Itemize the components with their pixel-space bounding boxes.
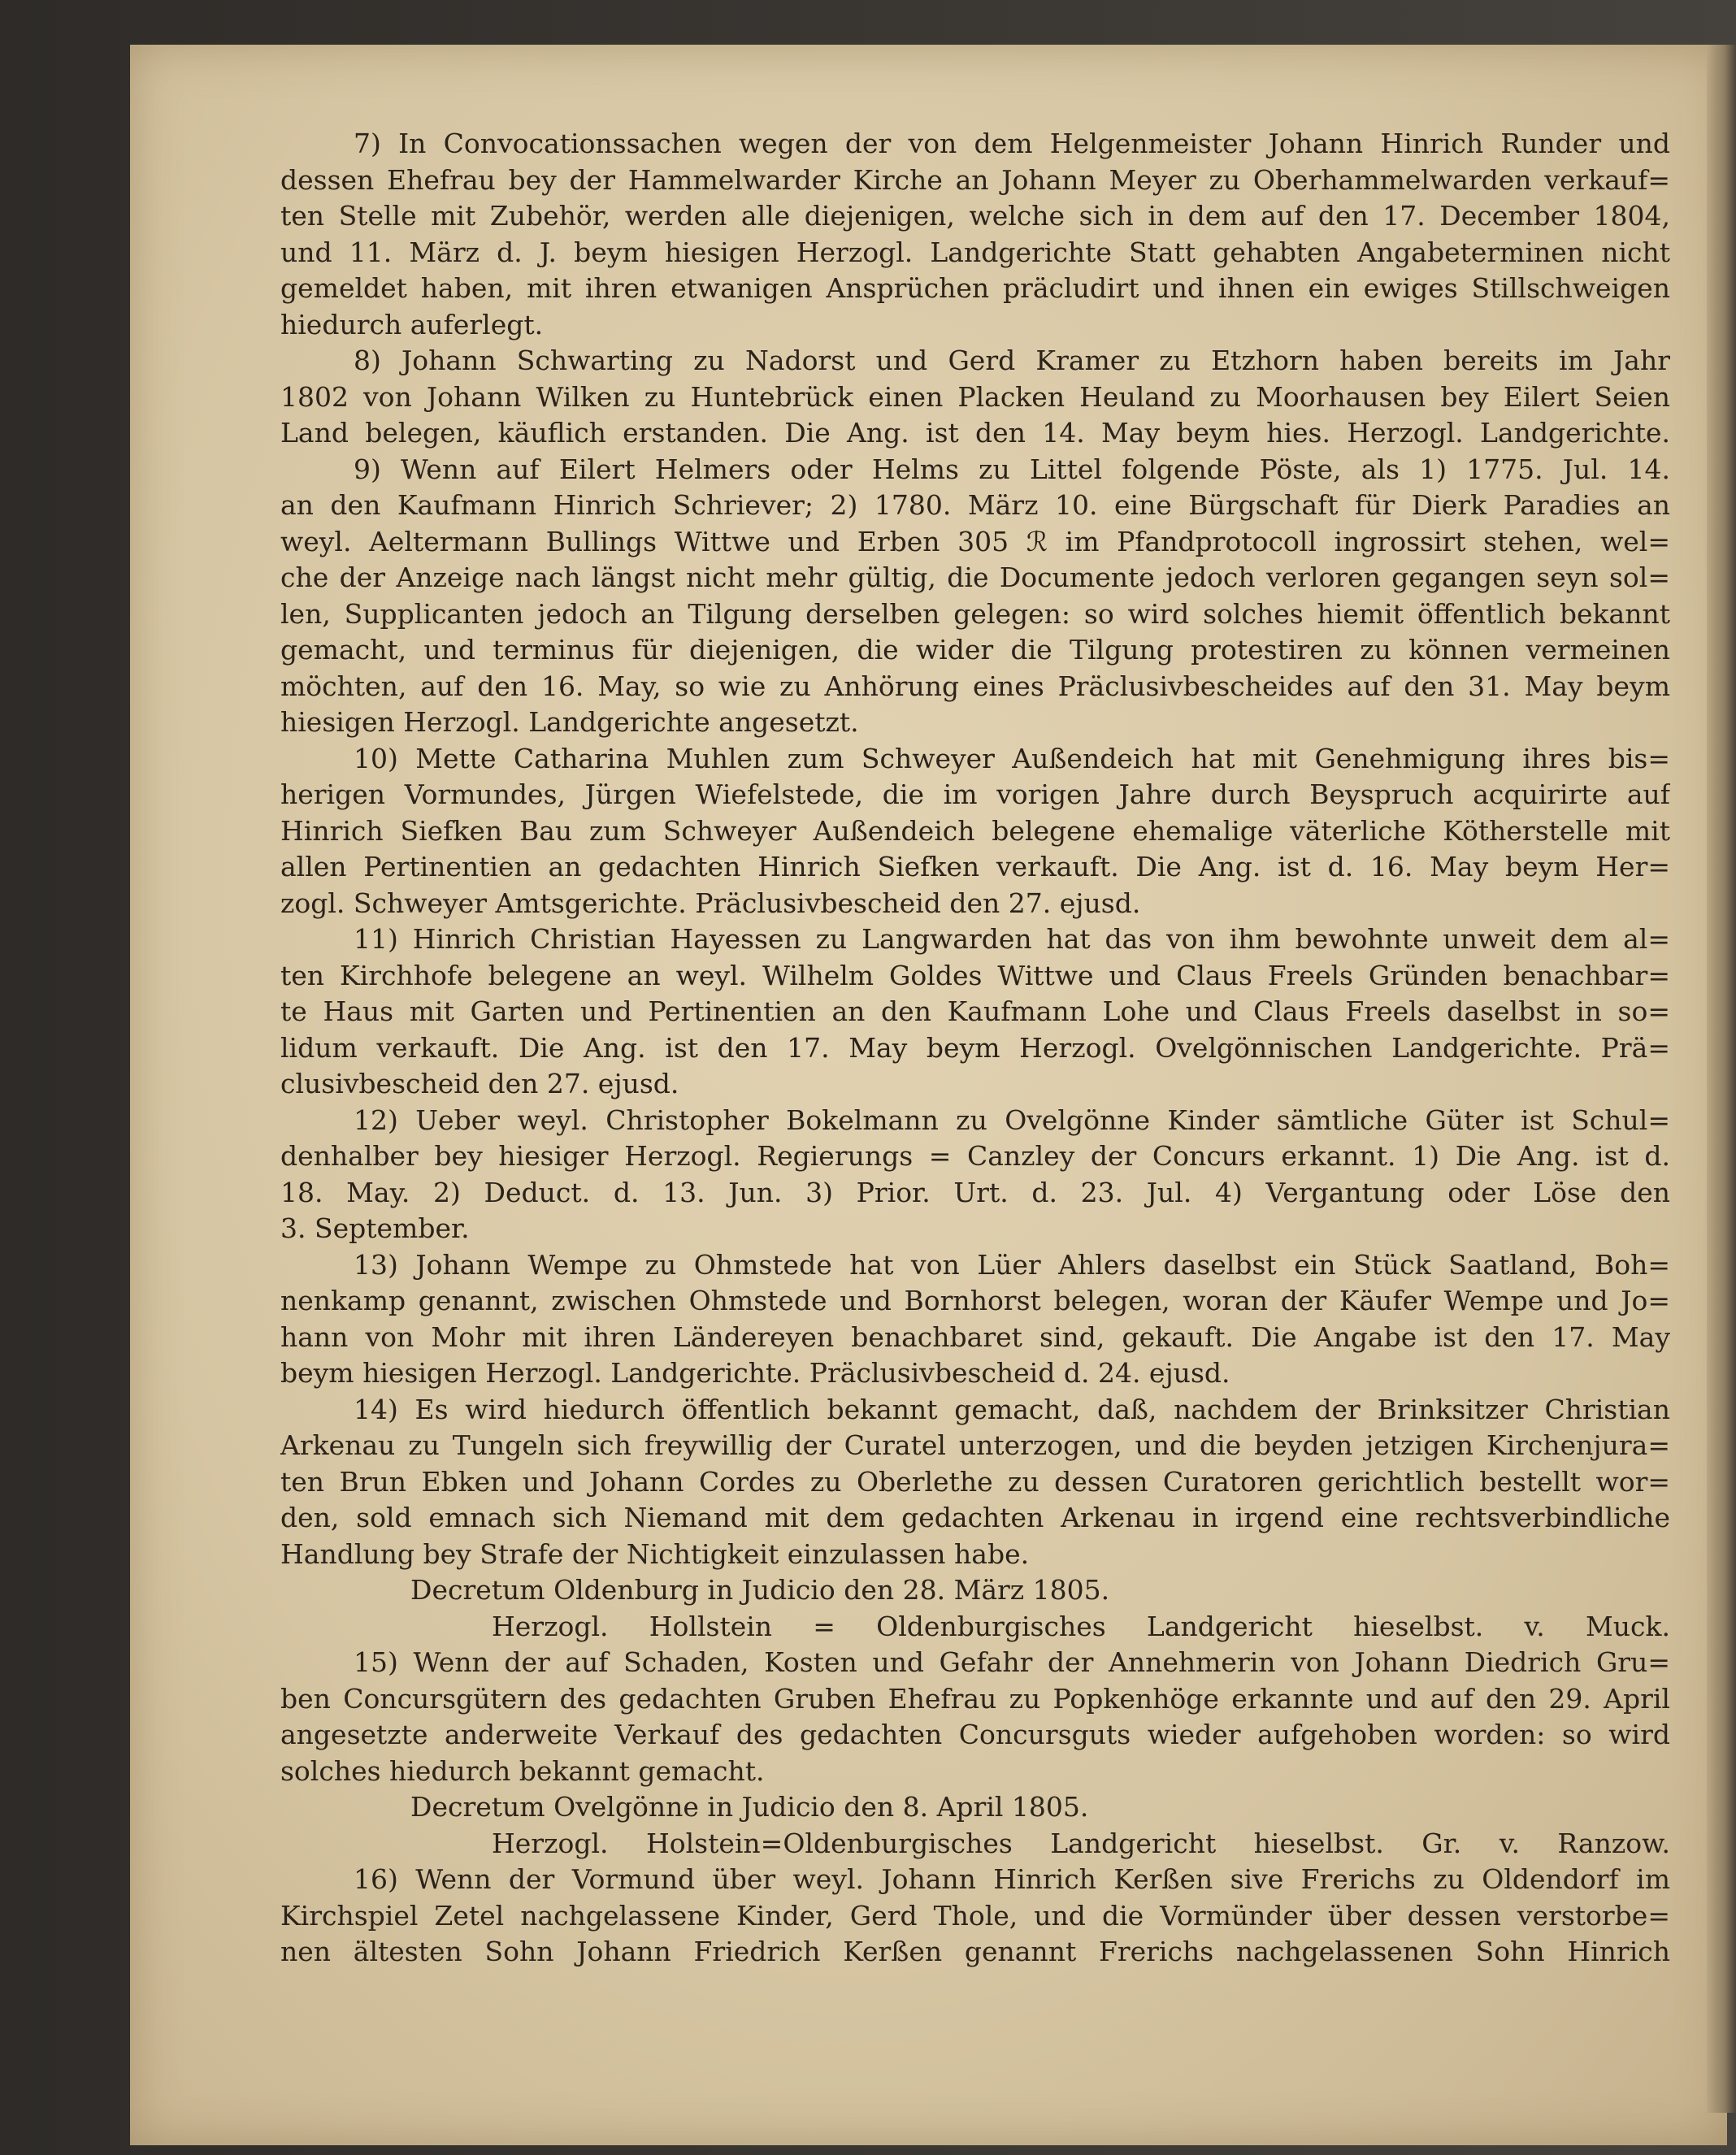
signature-line: Herzogl. Holstein=Oldenburgisches Landgericht hieselbst. Gr. v. Ranzow. <box>492 1827 1670 1859</box>
text-line: clusivbescheid den 27. ejusd. <box>280 1068 679 1099</box>
text-line: Hinrich Siefken Bau zum Schweyer Außendeich belegene ehemalige väterliche Kötherstelle mit <box>280 814 1670 847</box>
text-line: 1802 von Johann Wilken zu Huntebrück einen Placken Heuland zu Moorhausen bey Eilert Seien <box>280 380 1670 413</box>
text-line: gemeldet haben, mit ihren etwanigen Ansprüchen präcludirt und ihnen ein ewiges Stillschweigen <box>280 272 1670 304</box>
text-line: len, Supplicanten jedoch an Tilgung derselben gelegen: so wird solches hiemit öffentlich bekannt <box>280 597 1670 630</box>
text-line: hiedurch auferlegt. <box>280 308 544 340</box>
text-line: möchten, auf den 16. May, so wie zu Anhörung eines Präclusivbescheides auf den 31. May beym <box>280 670 1670 702</box>
text-line: 12) Ueber weyl. Christopher Bokelmann zu Ovelgönne Kinder sämtliche Güter ist Schul= <box>354 1104 1670 1136</box>
text-line: beym hiesigen Herzogl. Landgerichte. Präclusivbescheid d. 24. ejusd. <box>280 1357 1230 1389</box>
text-line: nen ältesten Sohn Johann Friedrich Kerßen genannt Frerichs nachgelassenen Sohn Hinrich <box>280 1936 1670 1967</box>
text-line: Kirchspiel Zetel nachgelassene Kinder, Gerd Thole, und die Vormünder über dessen verstorbe= <box>280 1899 1670 1932</box>
text-line: zogl. Schweyer Amtsgerichte. Präclusivbescheid den 27. ejusd. <box>280 887 1141 919</box>
text-line: allen Pertinentien an gedachten Hinrich Siefken verkauft. Die Ang. ist d. 16. May beym Her= <box>280 851 1670 882</box>
text-line: hann von Mohr mit ihren Ländereyen benachbaret sind, gekauft. Die Angabe ist den 17. May <box>280 1320 1670 1353</box>
text-line: 13) Johann Wempe zu Ohmstede hat von Lüer Ahlers daselbst ein Stück Saatland, Boh= <box>354 1248 1670 1281</box>
text-line: Land belegen, käuflich erstanden. Die Ang. ist den 14. May beym hies. Herzogl. Landgerichte. <box>280 417 1670 449</box>
text-line: 16) Wenn der Vormund über weyl. Johann Hinrich Kerßen sive Frerichs zu Oldendorf im <box>354 1863 1670 1895</box>
decree-line: Decretum Oldenburg in Judicio den 28. März 1805. <box>410 1574 1110 1606</box>
text-line: gemacht, und terminus für diejenigen, die wider die Tilgung protestiren zu können vermeinen <box>280 634 1670 666</box>
text-line: 11) Hinrich Christian Hayessen zu Langwarden hat das von ihm bewohnte unweit dem al= <box>354 923 1670 955</box>
text-line: 8) Johann Schwarting zu Nadorst und Gerd Kramer zu Etzhorn haben bereits im Jahr <box>354 345 1670 376</box>
page-gutter-edge <box>1707 45 1736 2113</box>
text-line: che der Anzeige nach längst nicht mehr gültig, die Documente jedoch verloren gegangen seyn sol= <box>280 562 1670 593</box>
decree-line: Decretum Ovelgönne in Judicio den 8. April 1805. <box>410 1791 1089 1823</box>
text-line: und 11. März d. J. beym hiesigen Herzogl. Landgerichte Statt gehabten Angabeterminen nicht <box>280 236 1670 268</box>
text-line: ten Brun Ebken und Johann Cordes zu Oberlethe zu dessen Curatoren gerichtlich bestellt wor= <box>280 1465 1670 1498</box>
text-line: denhalber bey hiesiger Herzogl. Regierungs = Canzley der Concurs erkannt. 1) Die Ang. ist d. <box>280 1140 1670 1172</box>
text-line: 3. September. <box>280 1212 470 1244</box>
text-line: ten Stelle mit Zubehör, werden alle diejenigen, welche sich in dem auf den 17. December 1804, <box>280 200 1670 232</box>
text-line: dessen Ehefrau bey der Hammelwarder Kirche an Johann Meyer zu Oberhammelwarden verkauf= <box>280 163 1670 196</box>
text-line: herigen Vormundes, Jürgen Wiefelstede, die im vorigen Jahre durch Beyspruch acquirirte auf <box>280 778 1670 810</box>
text-line: ten Kirchhofe belegene an weyl. Wilhelm Goldes Wittwe und Claus Freels Gründen benachbar= <box>280 959 1670 991</box>
text-line: 10) Mette Catharina Muhlen zum Schweyer Außendeich hat mit Genehmigung ihres bis= <box>354 742 1670 774</box>
signature-line: Herzogl. Hollstein = Oldenburgisches Landgericht hieselbst. v. Muck. <box>492 1610 1670 1642</box>
text-line: ben Concursgütern des gedachten Gruben Ehefrau zu Popkenhöge erkannte und auf den 29. April <box>280 1682 1670 1715</box>
text-line: Arkenau zu Tungeln sich freywillig der Curatel unterzogen, und die beyden jetzigen Kirchenjura= <box>280 1429 1670 1461</box>
text-line: an den Kaufmann Hinrich Schriever; 2) 1780. März 10. eine Bürgschaft für Dierk Paradies an <box>280 489 1670 521</box>
text-line: 9) Wenn auf Eilert Helmers oder Helms zu Littel folgende Pöste, als 1) 1775. Jul. 14. <box>354 453 1670 485</box>
text-line: solches hiedurch bekannt gemacht. <box>280 1754 765 1787</box>
text-line: den, sold emnach sich Niemand mit dem gedachten Arkenau in irgend eine rechtsverbindliche <box>280 1502 1670 1533</box>
document-body <box>280 126 1670 1971</box>
text-line: lidum verkauft. Die Ang. ist den 17. May beym Herzogl. Ovelgönnischen Landgerichte. Prä= <box>280 1031 1670 1064</box>
text-line: nenkamp genannt, zwischen Ohmstede und Bornhorst belegen, woran der Käufer Wempe und Jo= <box>280 1285 1670 1316</box>
text-line: weyl. Aeltermann Bullings Wittwe und Erben 305 ℛ im Pfandprotocoll ingrossirt stehen, wel= <box>280 525 1670 557</box>
text-line: 18. May. 2) Deduct. d. 13. Jun. 3) Prior. Urt. d. 23. Jul. 4) Vergantung oder Löse den <box>280 1176 1670 1208</box>
text-line: 7) In Convocationssachen wegen der von dem Helgenmeister Johann Hinrich Runder und <box>354 128 1670 159</box>
text-line: 15) Wenn der auf Schaden, Kosten und Gefahr der Annehmerin von Johann Diedrich Gru= <box>354 1646 1670 1678</box>
text-line: hiesigen Herzogl. Landgerichte angesetzt. <box>280 706 859 738</box>
text-line: angesetzte anderweite Verkauf des gedachten Concursguts wieder aufgehoben worden: so wird <box>280 1719 1670 1750</box>
text-line: te Haus mit Garten und Pertinentien an den Kaufmann Lohe und Claus Freels daselbst in so= <box>280 995 1670 1027</box>
text-line: Handlung bey Strafe der Nichtigkeit einzulassen habe. <box>280 1537 1030 1570</box>
text-line: 14) Es wird hiedurch öffentlich bekannt gemacht, daß, nachdem der Brinksitzer Christian <box>354 1393 1670 1425</box>
